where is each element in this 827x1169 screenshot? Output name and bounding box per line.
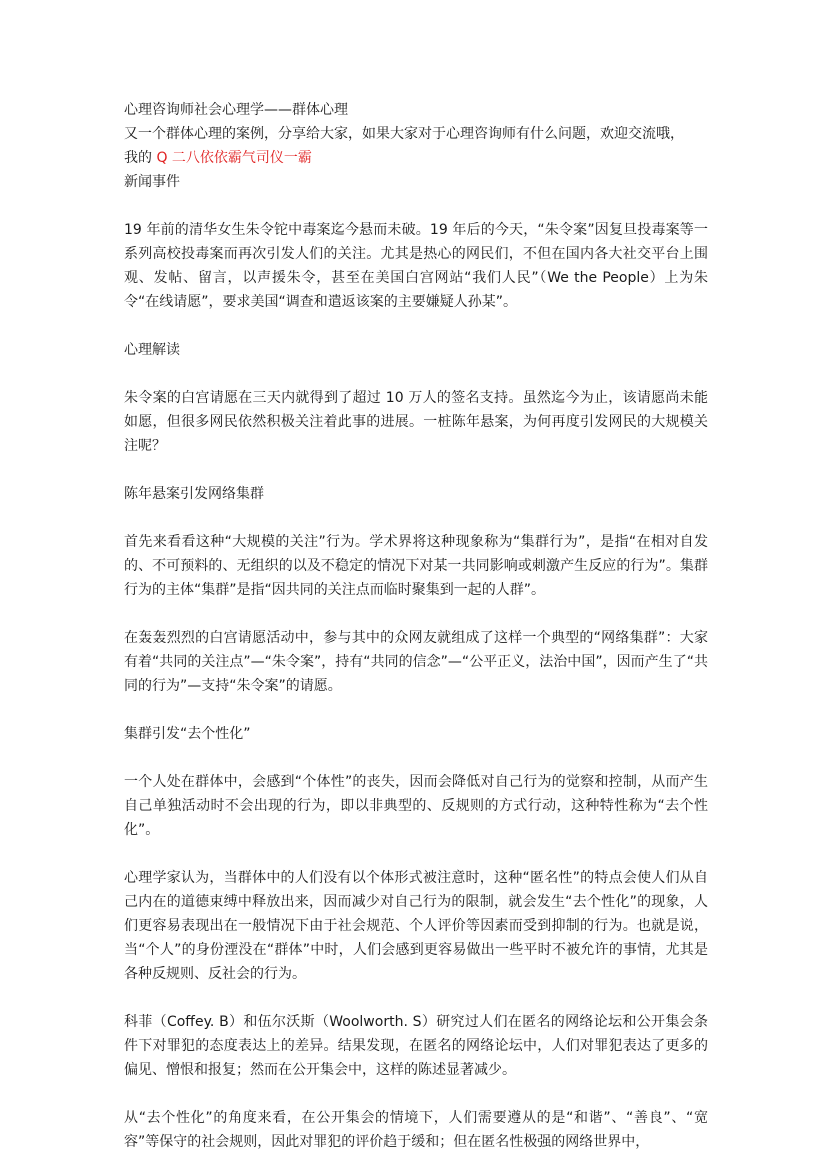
contact-line — [124, 146, 708, 170]
paragraph-conclusion: 从“去个性化”的角度来看，在公开集会的情境下，人们需要遵从的是“和谐”、“善良”、“宽容”等保守的社会规则，因此对罪犯的评价趋于缓和；但在匿名性极强的网络世界中， — [124, 1110, 708, 1150]
spacer — [124, 602, 708, 626]
section-heading-news: 新闻事件 — [124, 174, 180, 190]
paragraph-collective-behavior: 首先来看看这种“大规模的关注”行为。学术界将这种现象称为“集群行为”，是指“在相对自发的、不可预料的、无组织的以及不稳定的情况下对某一共同影响或刺激产生反应的行为”。集群行为的主体“集群”是指“因共同的关注点而临时聚集到一起的人群”。 — [124, 534, 708, 598]
spacer — [124, 458, 708, 482]
spacer — [124, 362, 708, 386]
section-heading-interpretation: 心理解读 — [124, 342, 180, 358]
spacer — [124, 506, 708, 530]
contact-highlight: Q 二八依依霸气司仪一霸 — [156, 150, 312, 166]
spacer — [124, 1082, 708, 1106]
paragraph-research: 科菲（Coffey. B）和伍尔沃斯（Woolworth. S）研究过人们在匿名的网络论坛和公开集会条件下对罪犯的态度表达上的差异。结果发现，在匿名的网络论坛中，人们对罪犯表达了更多的偏见、憎恨和报复；然而在公开集会中，这样的陈述显著减少。 — [124, 1014, 708, 1078]
spacer — [124, 746, 708, 770]
paragraph-network-cluster: 在轰轰烈烈的白宫请愿活动中，参与其中的众网友就组成了这样一个典型的“网络集群”：大家有着“共同的关注点”—“朱令案”，持有“共同的信念”—“公平正义，法治中国”，因而产生了“共同的行为”—支持“朱令案”的请愿。 — [124, 630, 708, 694]
intro-line: 又一个群体心理的案例，分享给大家，如果大家对于心理咨询师有什么问题，欢迎交流哦， — [124, 126, 684, 142]
spacer — [124, 842, 708, 866]
spacer — [124, 314, 708, 338]
paragraph-deindividuation-definition: 一个人处在群体中，会感到“个体性”的丧失，因而会降低对自己行为的觉察和控制，从而产生自己单独活动时不会出现的行为，即以非典型的、反规则的方式行动，这种特性称为“去个性化”。 — [124, 774, 708, 838]
section-heading-deindividuation: 集群引发“去个性化” — [124, 726, 251, 742]
document-title: 心理咨询师社会心理学——群体心理 — [124, 102, 348, 118]
paragraph-anonymity: 心理学家认为，当群体中的人们没有以个体形式被注意时，这种“匿名性”的特点会使人们从自己内在的道德束缚中释放出来，因而减少对自己行为的限制，就会发生“去个性化”的现象，人们更容易表现出在一般情况下由于社会规范、个人评价等因素而受到抑制的行为。也就是说，当“个人”的身份湮没在“群体”中时，人们会感到更容易做出一些平时不被允许的事情，尤其是各种反规则、反社会的行为。 — [124, 870, 708, 982]
document-body — [124, 98, 708, 1154]
spacer — [124, 986, 708, 1010]
contact-prefix: 我的 — [124, 150, 157, 166]
section-heading-network-cluster: 陈年悬案引发网络集群 — [124, 486, 264, 502]
spacer — [124, 698, 708, 722]
spacer — [124, 194, 708, 218]
paragraph-petition: 朱令案的白宫请愿在三天内就得到了超过 10 万人的签名支持。虽然迄今为止，该请愿尚未能如愿，但很多网民依然积极关注着此事的进展。一桩陈年悬案，为何再度引发网民的大规模关注呢？ — [124, 390, 708, 454]
paragraph-news-event: 19 年前的清华女生朱令铊中毒案迄今悬而未破。19 年后的今天，“朱令案”因复旦投毒案等一系列高校投毒案而再次引发人们的关注。尤其是热心的网民们，不但在国内各大社交平台上围观、发帖、留言，以声援朱令，甚至在美国白宫网站“我们人民”（We the People）上为朱令“在线请愿”，要求美国“调查和遣返该案的主要嫌疑人孙某”。 — [124, 222, 708, 310]
